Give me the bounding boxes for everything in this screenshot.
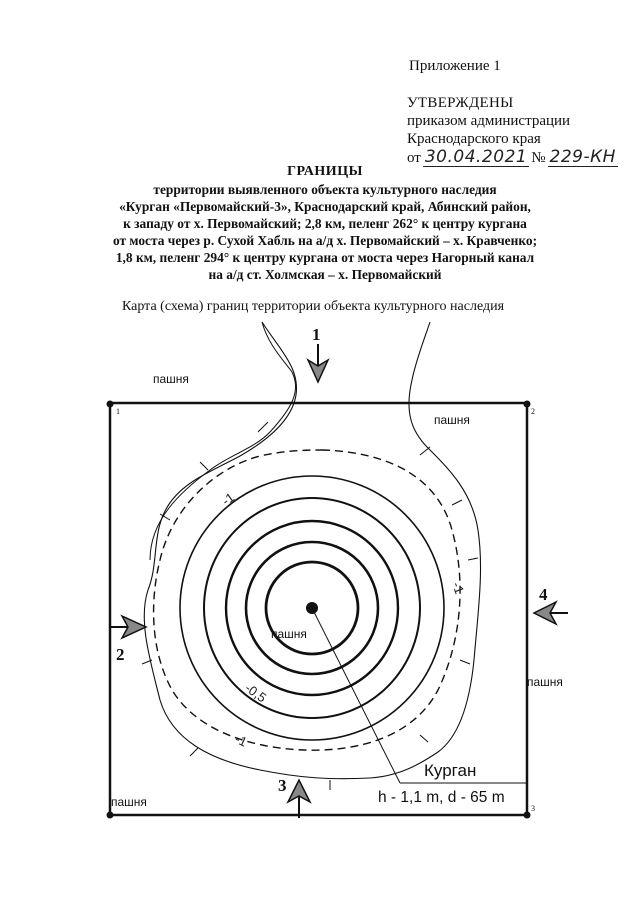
contour-label: -1 — [449, 579, 468, 596]
handwritten-date: 30.04.2021 — [424, 147, 528, 167]
contour-label: -1 — [232, 731, 250, 750]
field-label: пашня — [527, 675, 563, 689]
field-label: пашня — [153, 372, 189, 386]
heading-line: 1,8 км, пеленг 294° к центру кургана от моста через Нагорный канал — [115, 250, 535, 265]
heading-line: на а/д ст. Холмская – х. Первомайский — [208, 267, 442, 282]
approved-title: УТВЕРЖДЕНЫ — [407, 95, 514, 111]
pointer-line — [312, 608, 400, 783]
date-prefix: от — [407, 150, 421, 166]
number-prefix: № — [531, 150, 546, 166]
field-label: пашня — [111, 795, 147, 809]
heading-title: ГРАНИЦЫ — [287, 164, 363, 179]
kurgan-dimensions: h - 1,1 m, d - 65 m — [378, 789, 505, 806]
view-number-3: 3 — [278, 776, 287, 795]
view-arrow-2 — [111, 616, 146, 638]
heading-line: к западу от х. Первомайский; 2,8 км, пеленг 262° к центру кургана — [123, 216, 527, 231]
corner-number-3: 3 — [531, 804, 535, 813]
view-arrow-4 — [534, 602, 568, 624]
handwritten-number: 229-КН — [549, 147, 616, 167]
view-arrow-3 — [288, 780, 310, 818]
corner-point-2 — [524, 401, 531, 408]
order-line-2: Краснодарского края — [407, 131, 541, 147]
view-number-4: 4 — [539, 585, 548, 604]
appendix-label: Приложение 1 — [409, 58, 501, 74]
heading-line: от моста через р. Сухой Хабль на а/д х. Первомайский – х. Кравченко; — [112, 233, 538, 248]
corner-number-1: 1 — [116, 407, 120, 416]
field-label: пашня — [271, 627, 307, 641]
order-line-1: приказом администрации — [407, 113, 571, 129]
view-number-1: 1 — [312, 325, 321, 344]
view-number-2: 2 — [116, 645, 125, 664]
kurgan-name: Курган — [424, 761, 477, 780]
corner-point-4 — [107, 812, 114, 819]
view-arrow-1 — [308, 344, 328, 382]
field-label: пашня — [434, 413, 470, 427]
dashed-contour — [154, 450, 460, 750]
corner-point-3 — [524, 812, 531, 819]
contour-label: -0,5 — [242, 680, 270, 706]
heading-line: территории выявленного объекта культурного наследия — [153, 182, 497, 197]
boundary-square — [110, 403, 527, 815]
corner-number-2: 2 — [531, 407, 535, 416]
contour-label: -1 — [219, 489, 238, 509]
caption-leader-line — [150, 322, 296, 560]
map-caption: Карта (схема) границ территории объекта культурного наследия — [122, 299, 505, 314]
heading-line: «Курган «Первомайский-3», Краснодарский край, Абинский район, — [119, 199, 531, 214]
corner-point-1 — [107, 401, 114, 408]
